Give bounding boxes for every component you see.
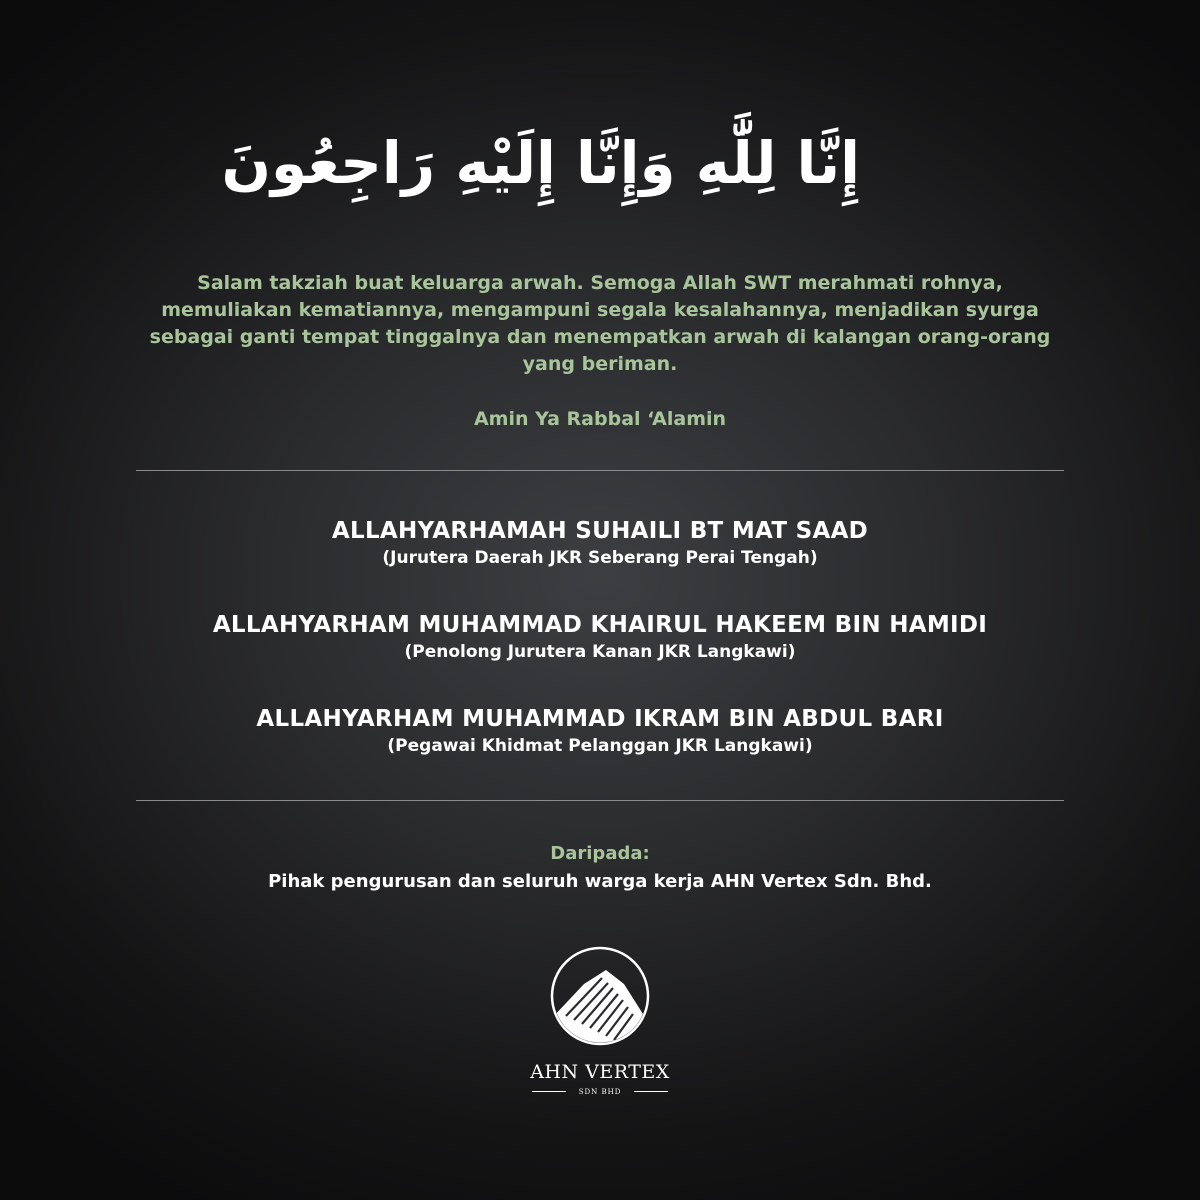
logo-rule-right (634, 1091, 668, 1092)
top-divider (136, 470, 1064, 471)
deceased-entry (100, 704, 1100, 758)
deceased-name: ALLAHYARHAM MUHAMMAD IKRAM BIN ABDUL BARI (256, 706, 944, 732)
deceased-name: ALLAHYARHAM MUHAMMAD KHAIRUL HAKEEM BIN HAMIDI (212, 612, 988, 638)
logo-wordmark: AHN VERTEX (530, 1061, 670, 1083)
deceased-role: (Penolong Jurutera Kanan JKR Langkawi) (404, 642, 796, 662)
deceased-entry (100, 516, 1100, 570)
condolence-message: Salam takziah buat keluarga arwah. Semoga Allah SWT merahmati rohnya, memuliakan kematiannya, mengampuni segala kesalahannya, menjadikan syurga sebagai ganti tempat tinggalnya dan menempatkan arwah di kalangan orang-orang yang beriman. (149, 272, 1051, 375)
mountain-peak-icon (550, 946, 650, 1046)
bottom-divider (136, 800, 1064, 801)
deceased-name: ALLAHYARHAMAH SUHAILI BT MAT SAAD (331, 518, 869, 544)
company-logo (530, 946, 670, 1126)
logo-subtitle-row (530, 1086, 670, 1098)
deceased-role: (Pegawai Khidmat Pelanggan JKR Langkawi) (387, 736, 813, 756)
deceased-entry (100, 610, 1100, 664)
from-label: Daripada: (550, 843, 650, 864)
deceased-role: (Jurutera Daerah JKR Seberang Perai Tengah) (382, 548, 818, 568)
arabic-calligraphy: إِنَّا لِلَّٰهِ وَإِنَّا إِلَيْهِ رَاجِعُونَ (221, 129, 860, 197)
logo-subtitle: SDN BHD (578, 1088, 622, 1096)
from-text: Pihak pengurusan dan seluruh warga kerja AHN Vertex Sdn. Bhd. (268, 871, 932, 892)
amin-text: Amin Ya Rabbal ‘Alamin (473, 408, 727, 430)
